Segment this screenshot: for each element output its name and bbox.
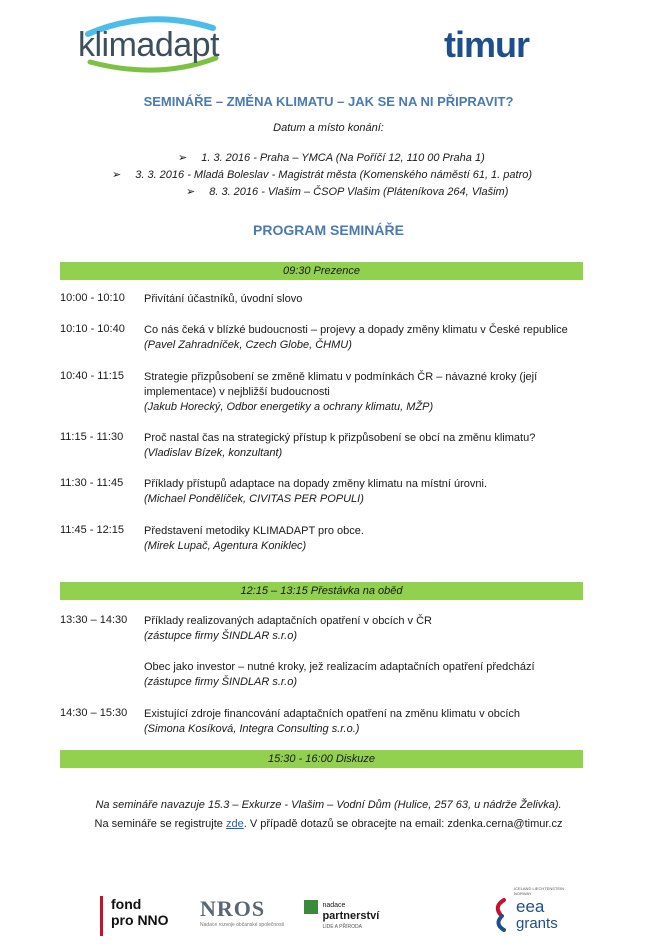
speaker: (Vladislav Bízek, konzultant) xyxy=(144,447,283,459)
arrow-bullet-icon: ➢ xyxy=(112,169,122,181)
speaker: (zástupce firmy ŠINDLAR s.r.o) xyxy=(144,630,298,642)
speaker: (Pavel Zahradníček, Czech Globe, ČHMU) xyxy=(144,339,352,351)
time-slot: 13:30 – 14:30 xyxy=(60,614,128,626)
speaker: (Simona Kosíková, Integra Consulting s.r.o.) xyxy=(144,723,360,735)
talk-title: Obec jako investor – nutné kroky, jež realizacím adaptačních opatření předchází xyxy=(144,661,535,673)
time-slot: 10:00 - 10:10 xyxy=(60,292,125,304)
eea-swirl-icon xyxy=(492,896,514,934)
klimadapt-logo-text: klimadapt xyxy=(78,26,220,64)
date-label: Datum a místo konání: xyxy=(273,122,384,134)
speaker: (Michael Pondělíček, CIVITAS PER POPULI) xyxy=(144,493,364,505)
nros-logo: NROS Nadace rozvoje občanské společnosti xyxy=(200,896,284,928)
excursion-note: Na semináře navazuje 15.3 – Exkurze - Vlašim – Vodní Dům (Hulice, 257 63, u nádrže Želivka). xyxy=(95,799,562,811)
program-title: PROGRAM SEMINÁŘE xyxy=(253,222,404,238)
nadace-partnerstvi-logo: nadace partnerství LIDÉ A PŘÍRODA xyxy=(304,900,399,933)
talk-title: Existující zdroje financování adaptačních opatření na změnu klimatu v obcích xyxy=(144,708,521,720)
speaker: (zástupce firmy ŠINDLAR s.r.o) xyxy=(144,676,298,688)
klimadapt-logo xyxy=(78,14,228,74)
talk-title: Strategie přizpůsobení se změně klimatu v podmínkách ČR – návazné kroky (její implementace) v nejbližší budoucnosti xyxy=(144,371,538,398)
timur-logo: timur xyxy=(444,24,529,65)
arrow-bullet-icon: ➢ xyxy=(186,186,196,198)
time-slot: 11:15 - 11:30 xyxy=(60,431,124,443)
time-slot: 10:10 - 10:40 xyxy=(60,323,125,335)
discussion-bar: 15:30 - 16:00 Diskuze xyxy=(60,750,583,768)
registration-note: Na semináře se registrujte zde. V případě dotazů se obracejte na email: zdenka.cerna@timur.cz xyxy=(94,818,563,830)
speaker: (Mirek Lupač, Agentura Koniklec) xyxy=(144,540,307,552)
talk-title: Příklady přístupů adaptace na dopady změny klimatu na místní úrovni. xyxy=(144,478,488,490)
arrow-bullet-icon: ➢ xyxy=(178,152,188,164)
venue-item: ➢ 3. 3. 2016 - Mladá Boleslav - Magistrát města (Komenského náměstí 61, 1. patro) xyxy=(112,169,533,181)
talk-title: Přivítání účastníků, úvodní slovo xyxy=(144,293,303,305)
venue-item: ➢ 1. 3. 2016 - Praha – YMCA (Na Poříčí 12, 110 00 Praha 1) xyxy=(178,152,485,164)
register-link[interactable]: zde xyxy=(225,818,244,830)
speaker: (Jakub Horecký, Odbor energetiky a ochrany klimatu, MŽP) xyxy=(144,401,434,413)
venue-item: ➢ 8. 3. 2016 - Vlašim – ČSOP Vlašim (Pláteníkova 264, Vlašim) xyxy=(186,186,509,198)
talk-title: Představení metodiky KLIMADAPT pro obce. xyxy=(144,525,364,537)
talk-title: Proč nastal čas na strategický přístup k přizpůsobení se obcí na změnu klimatu? xyxy=(144,432,536,444)
leaf-icon xyxy=(304,900,318,914)
time-slot: 10:40 - 11:15 xyxy=(60,370,125,382)
time-slot: 11:30 - 11:45 xyxy=(60,477,124,489)
time-slot: 14:30 – 15:30 xyxy=(60,707,128,719)
talk-title: Co nás čeká v blízké budoucnosti – projevy a dopady změny klimatu v České republice xyxy=(144,324,568,336)
fond-pro-nno-logo: fond pro NNO xyxy=(100,896,181,936)
registration-bar: 09:30 Prezence xyxy=(60,262,583,280)
page-title: SEMINÁŘE – ZMĚNA KLIMATU – JAK SE NA NI PŘIPRAVIT? xyxy=(143,94,514,109)
eea-grants-logo: ICELAND LIECHTENSTEIN NORWAY eea grants xyxy=(492,886,572,941)
lunch-break-bar: 12:15 – 13:15 Přestávka na oběd xyxy=(60,582,583,600)
talk-title: Příklady realizovaných adaptačních opatření v obcích v ČR xyxy=(144,615,432,627)
time-slot: 11:45 - 12:15 xyxy=(60,524,125,536)
